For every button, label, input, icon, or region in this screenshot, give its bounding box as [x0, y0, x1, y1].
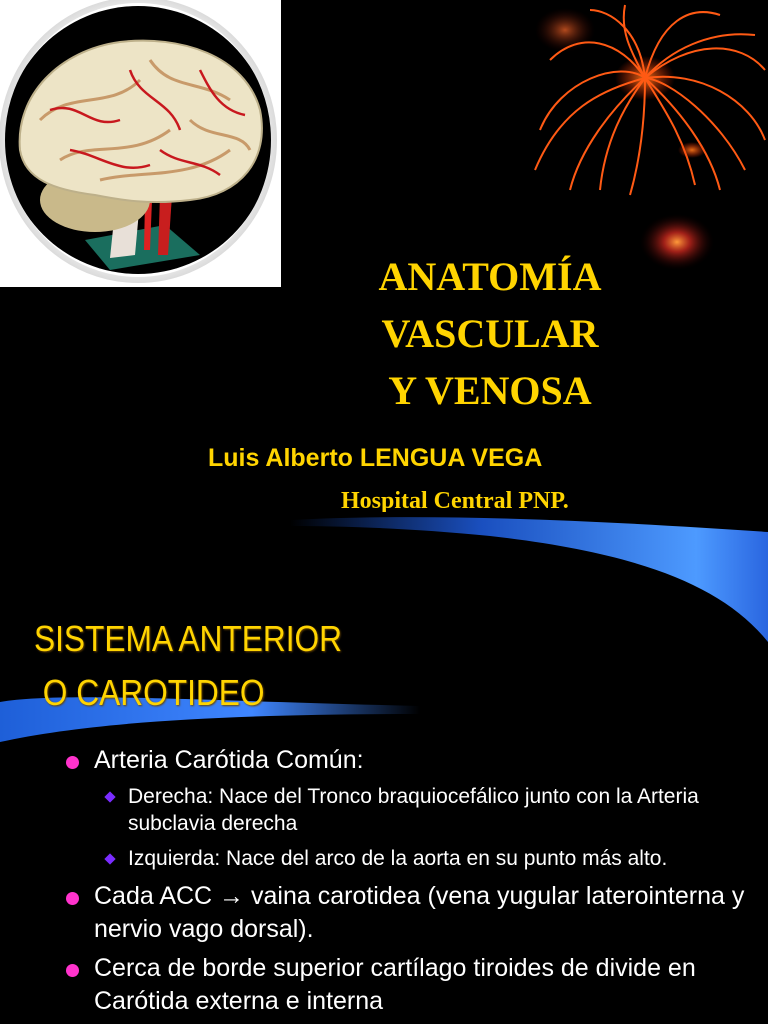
section-title-line-2: O CAROTIDEO [42, 672, 265, 713]
brain-illustration [0, 0, 281, 287]
brain-icon [0, 0, 281, 287]
presentation-title [290, 248, 690, 419]
bullet-dot-icon [66, 964, 79, 977]
title-line-2: VASCULAR [381, 311, 599, 356]
hospital-name: Hospital Central PNP. [341, 488, 569, 512]
list-item: Arteria Carótida Común: [60, 744, 760, 777]
author-name: Luis Alberto LENGUA VEGA [208, 444, 543, 472]
list-item: Cerca de borde superior cartílago tiroides de divide en Carótida externa e interna [60, 952, 760, 1018]
diamond-bullet-icon [104, 791, 115, 802]
diamond-bullet-icon [104, 853, 115, 864]
slide-content [0, 512, 768, 1024]
section-title [34, 612, 342, 720]
list-item: Cada ACC → vaina carotidea (vena yugular laterointerna y nervio vago dorsal). [60, 880, 760, 946]
section-title-line-1: SISTEMA ANTERIOR [34, 618, 343, 659]
title-line-3: Y VENOSA [388, 368, 592, 413]
bullet-list [60, 744, 760, 1024]
firework-graphic [520, 0, 768, 200]
bullet-dot-icon [66, 756, 79, 769]
sub-list-item: Derecha: Nace del Tronco braquiocefálico junto con la Arteria subclavia derecha [60, 783, 760, 837]
bullet-dot-icon [66, 892, 79, 905]
sub-list-item: Izquierda: Nace del arco de la aorta en su punto más alto. [60, 845, 760, 872]
blue-swoosh-top [290, 512, 768, 652]
title-line-1: ANATOMÍA [378, 254, 602, 299]
